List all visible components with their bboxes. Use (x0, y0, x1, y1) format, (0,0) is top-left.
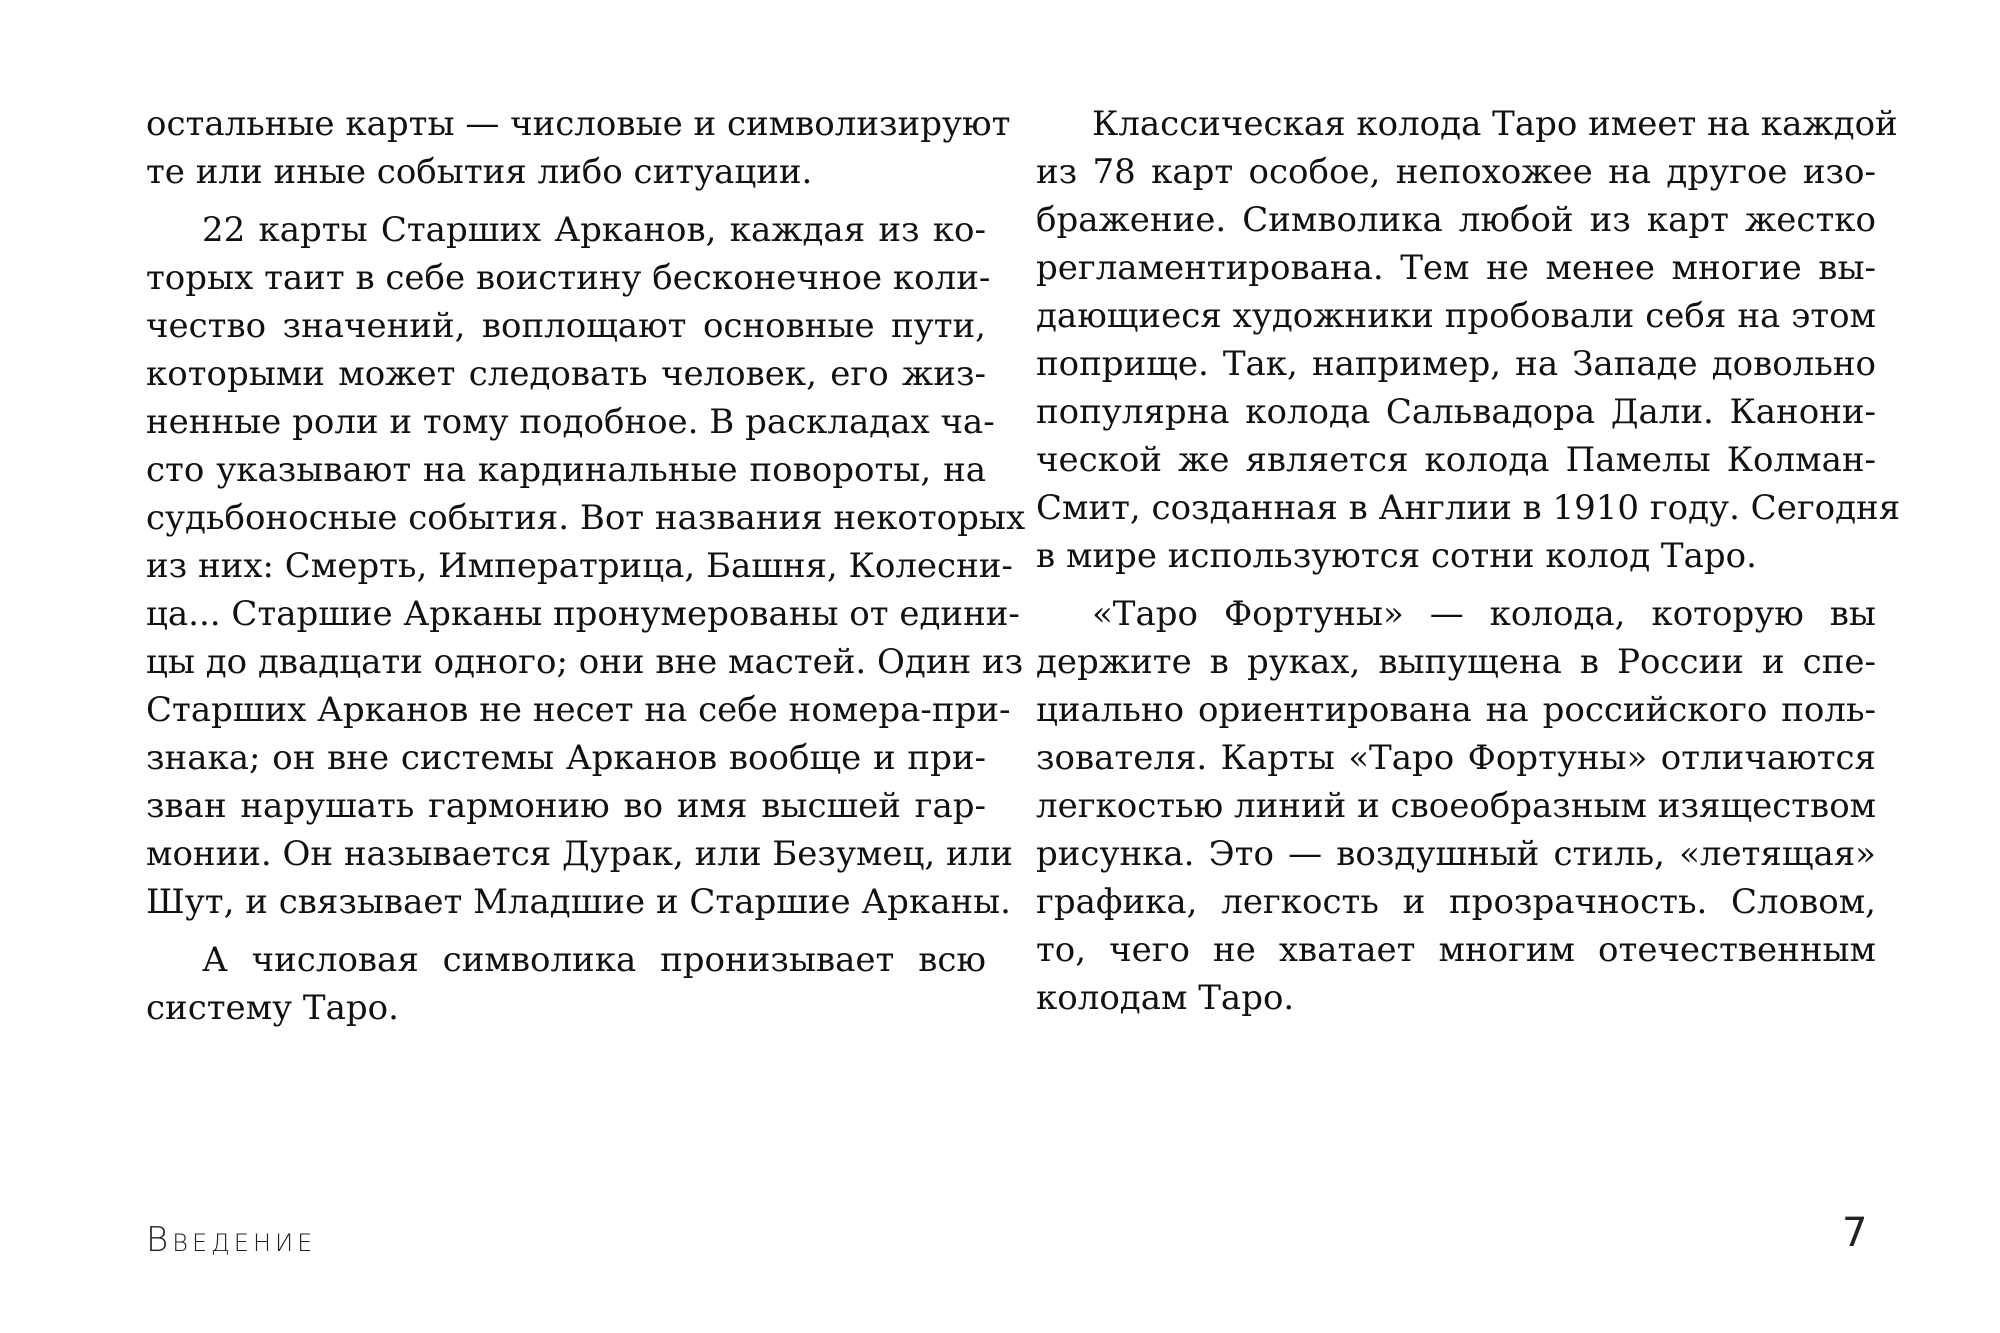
text-line: ненные роли и тому подобное. В раскладах ча- (146, 402, 995, 442)
text-line: легкостью линий и своеобразным изяществом (1036, 786, 1877, 826)
text-line: дающиеся художники пробовали себя на этом (1036, 296, 1876, 336)
text-line: рисунка. Это — воздушный стиль, «летящая» (1036, 834, 1876, 874)
text-line: из них: Смерть, Императрица, Башня, Колесни- (146, 546, 1013, 586)
text-line: «Таро Фортуны» — колода, которую вы (1092, 594, 1876, 634)
text-line: популярна колода Сальвадора Дали. Канони- (1036, 392, 1876, 432)
text-line: из 78 карт особое, непохожее на другое изо- (1036, 152, 1876, 192)
text-line: графика, легкость и прозрачность. Словом, (1036, 882, 1876, 922)
text-line: Смит, созданная в Англии в 1910 году. Сегодня (1036, 488, 1901, 528)
text-line: судьбоносные события. Вот названия некоторых (146, 498, 1026, 538)
text-line: держите в руках, выпущена в России и спе- (1036, 642, 1876, 682)
text-line: зван нарушать гармонию во имя высшей гар- (146, 786, 986, 826)
text-line: то, чего не хватает многим отечественным (1036, 930, 1876, 970)
text-line: зователя. Карты «Таро Фортуны» отличаются (1036, 738, 1876, 778)
text-line: Шут, и связывает Младшие и Старшие Арканы. (146, 882, 1011, 922)
text-line: чество значений, воплощают основные пути, (146, 306, 986, 346)
text-line: циально ориентирована на российского поль- (1036, 690, 1876, 730)
text-line: бражение. Символика любой из карт жестко (1036, 200, 1876, 240)
text-line: систему Таро. (146, 988, 399, 1028)
text-line: знака; он вне системы Арканов вообще и при- (146, 738, 986, 778)
text-line: которыми может следовать человек, его жиз- (146, 354, 986, 394)
text-line: цы до двадцати одного; они вне мастей. Один из (146, 642, 1024, 682)
text-line: монии. Он называется Дурак, или Безумец, или (146, 834, 1013, 874)
text-line: остальные карты — числовые и символизируют (146, 104, 1011, 144)
text-line: Классическая колода Таро имеет на каждой (1092, 104, 1898, 144)
text-line: Старших Арканов не несет на себе номера-при- (146, 690, 1011, 730)
text-line: в мире используются сотни колод Таро. (1036, 536, 1757, 576)
text-line: торых таит в себе воистину бесконечное коли- (146, 258, 991, 298)
text-line: сто указывают на кардинальные повороты, на (146, 450, 986, 490)
text-line: ца... Старшие Арканы пронумерованы от едини- (146, 594, 1020, 634)
text-line: те или иные события либо ситуации. (146, 152, 813, 192)
text-line: ческой же является колода Памелы Колман- (1036, 440, 1876, 480)
page-number: 7 (1842, 1210, 1868, 1256)
text-line: 22 карты Старших Арканов, каждая из ко- (202, 210, 986, 250)
text-line: регламентирована. Тем не менее многие вы- (1036, 248, 1876, 288)
text-line: А числовая символика пронизывает всю (202, 940, 986, 980)
running-footer-section-title: Введение (146, 1220, 317, 1260)
text-line: поприще. Так, например, на Западе довольно (1036, 344, 1876, 384)
text-line: колодам Таро. (1036, 978, 1295, 1018)
